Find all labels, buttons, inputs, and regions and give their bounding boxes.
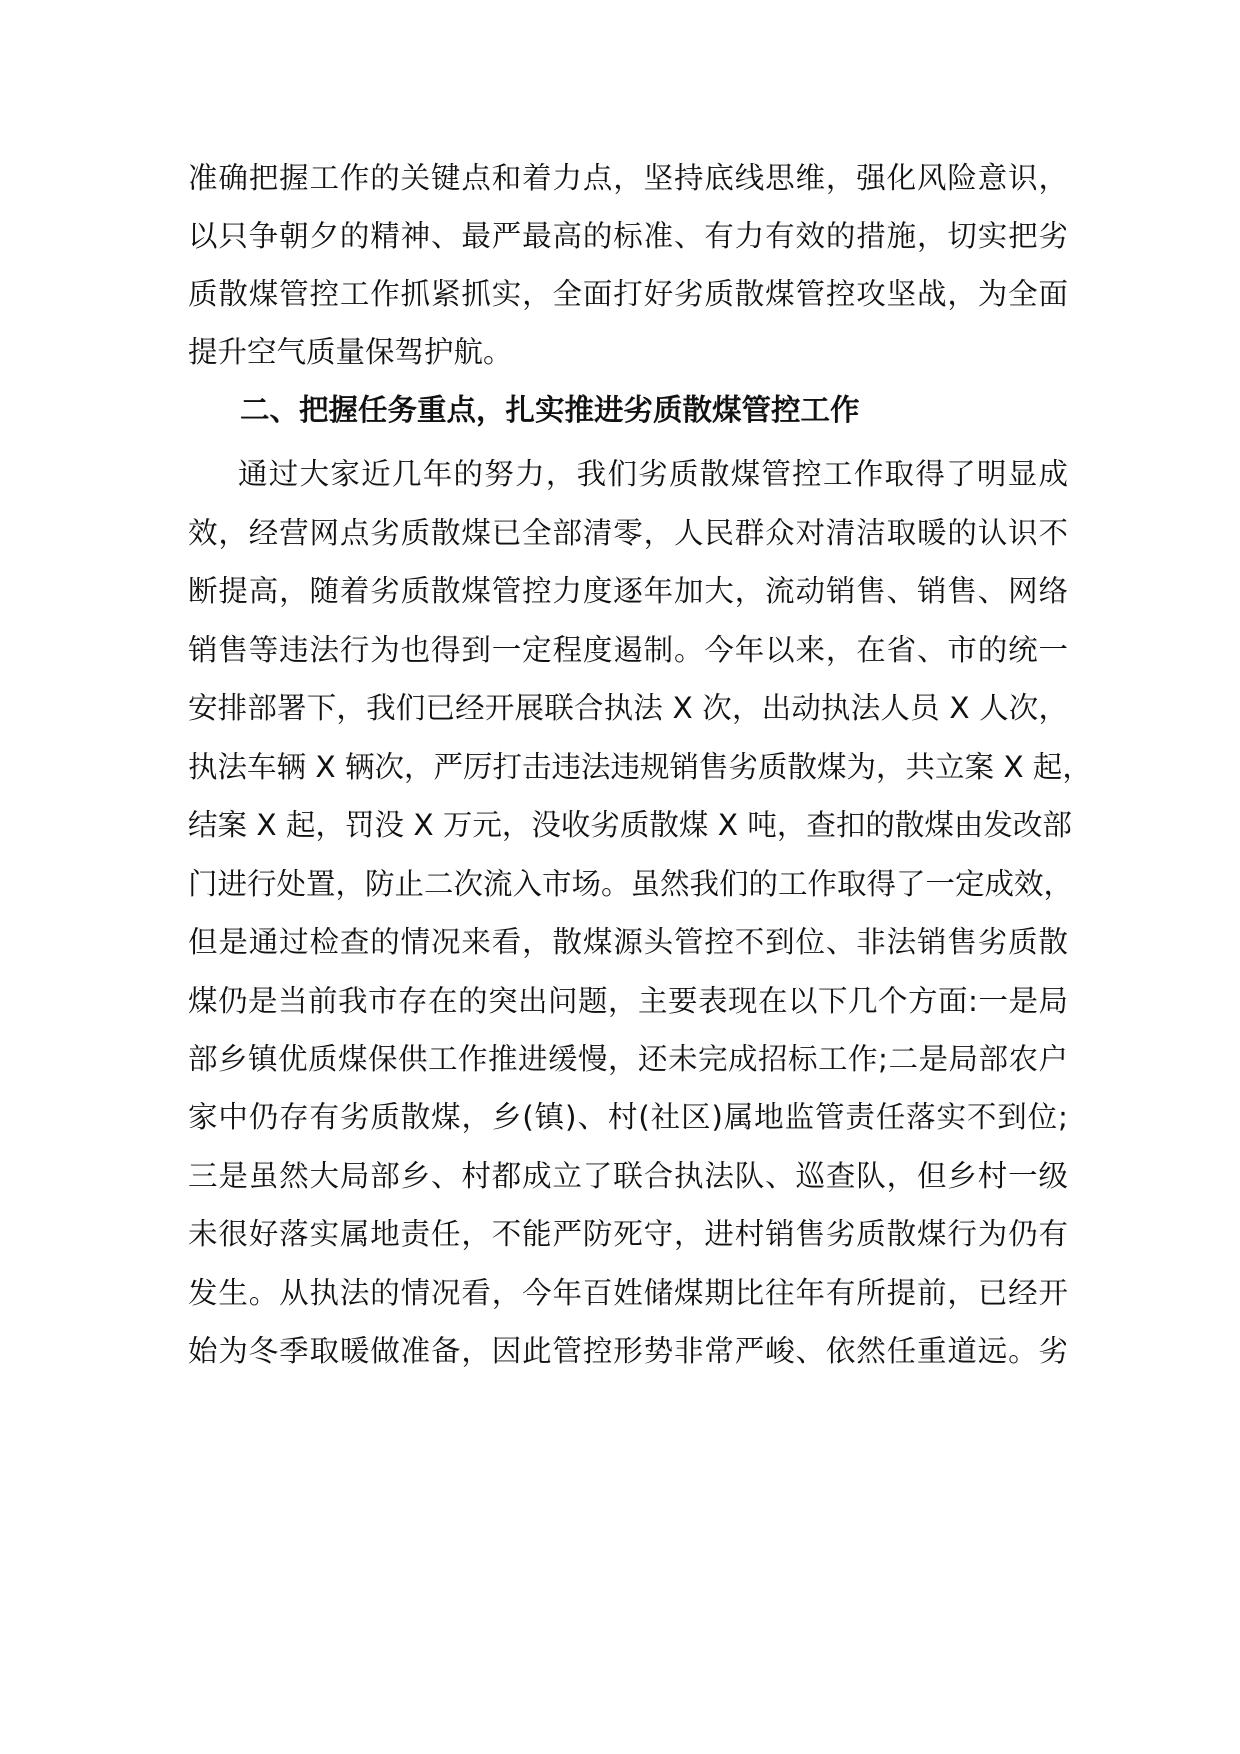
paragraph-line: 以只争朝夕的精神、最严最高的标准、有力有效的措施，切实把劣 (188, 219, 1068, 253)
paragraph-line: 家中仍存有劣质散煤，乡(镇)、村(社区)属地监管责任落实不到位; (188, 1100, 1068, 1134)
paragraph-line: 发生。从执法的情况看，今年百姓储煤期比往年有所提前，已经开 (188, 1276, 1068, 1310)
paragraph-line: 执法车辆 X 辆次，严厉打击违法违规销售劣质散煤为，共立案 X 起， (188, 750, 1092, 784)
paragraph-line: 断提高，随着劣质散煤管控力度逐年加大，流动销售、销售、网络 (188, 574, 1068, 608)
paragraph-line: 结案 X 起，罚没 X 万元，没收劣质散煤 X 吨，查扣的散煤由发改部 (188, 808, 1072, 842)
paragraph-line: 提升空气质量保驾护航。 (188, 335, 513, 369)
paragraph-line: 效，经营网点劣质散煤已全部清零，人民群众对清洁取暖的认识不 (188, 516, 1068, 550)
paragraph-line: 安排部署下，我们已经开展联合执法 X 次，出动执法人员 X 人次， (188, 691, 1068, 725)
paragraph-line: 三是虽然大局部乡、村都成立了联合执法队、巡查队，但乡村一级 (188, 1159, 1068, 1193)
paragraph-line: 部乡镇优质煤保供工作推进缓慢，还未完成招标工作;二是局部农户 (188, 1042, 1068, 1076)
paragraph-line: 未很好落实属地责任，不能严防死守，进村销售劣质散煤行为仍有 (188, 1217, 1068, 1251)
paragraph-line: 通过大家近几年的努力，我们劣质散煤管控工作取得了明显成 (238, 457, 1068, 491)
paragraph-line: 门进行处置，防止二次流入市场。虽然我们的工作取得了一定成效， (188, 867, 1074, 901)
paragraph-line: 煤仍是当前我市存在的突出问题，主要表现在以下几个方面:一是局 (188, 984, 1068, 1018)
paragraph-line: 但是通过检查的情况来看，散煤源头管控不到位、非法销售劣质散 (188, 925, 1068, 959)
paragraph-line: 质散煤管控工作抓紧抓实，全面打好劣质散煤管控攻坚战，为全面 (188, 277, 1068, 311)
paragraph-line: 始为冬季取暖做准备，因此管控形势非常严峻、依然任重道远。劣 (188, 1334, 1068, 1368)
paragraph-line: 准确把握工作的关键点和着力点，坚持底线思维，强化风险意识， (188, 161, 1068, 195)
paragraph-line: 销售等违法行为也得到一定程度遏制。今年以来，在省、市的统一 (188, 633, 1068, 667)
section-heading: 二、把握任务重点，扎实推进劣质散煤管控工作 (240, 393, 860, 427)
